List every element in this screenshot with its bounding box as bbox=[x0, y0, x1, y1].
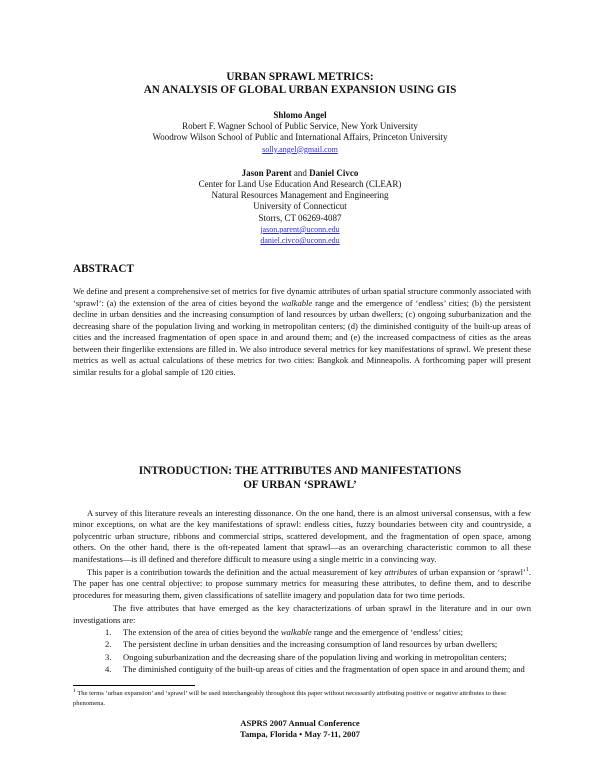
author-1-email-link[interactable]: solly.angel@gmail.com bbox=[262, 144, 338, 154]
list-item-number: 1. bbox=[105, 627, 112, 638]
title-line-1: URBAN SPRAWL METRICS: bbox=[226, 71, 374, 83]
page-footer bbox=[60, 718, 540, 740]
author-2-name: Jason Parent bbox=[241, 167, 292, 178]
author-1-name: Shlomo Angel bbox=[273, 110, 327, 120]
list-item-text: The extension of the area of cities beyond the bbox=[123, 627, 281, 638]
intro-p2-b: of urban expansion or ‘sprawl’ bbox=[417, 567, 526, 578]
footer-location: Tampa, Florida • May 7-11, 2007 bbox=[240, 728, 360, 739]
list-item-text-end: range and the emergence of ‘endless’ cities; bbox=[311, 627, 464, 638]
abstract-heading: ABSTRACT bbox=[73, 263, 134, 275]
footnote-ref[interactable]: 1 bbox=[525, 567, 529, 574]
author-2-affiliation-3: University of Connecticut bbox=[253, 201, 347, 212]
intro-p2-attributes: attributes bbox=[384, 567, 418, 578]
list-item-text: The persistent decline in urban densities and the increasing consumption of land resources by urban dwellers; bbox=[123, 639, 498, 650]
paper-title bbox=[60, 71, 540, 97]
author-1-affiliation-2: Woodrow Wilson School of Public and International Affairs, Princeton University bbox=[152, 132, 448, 143]
author-2-names bbox=[60, 168, 540, 179]
intro-paragraph-3: The five attributes that have emerged as the key characterizations of urban sprawl in the literature and in our own investigations are: bbox=[73, 603, 531, 625]
intro-heading-line-2: OF URBAN ‘SPRAWL’ bbox=[243, 478, 357, 491]
abstract-text-a: We define and present a comprehensive set of metrics for five dynamic attributes of urban spatial structure commonly associated with ‘sprawl’: (a) the extension of the area of cities beyond the bbox=[73, 286, 531, 308]
list-item-number: 3. bbox=[105, 651, 112, 662]
title-line-2: AN ANALYSIS OF GLOBAL URBAN EXPANSION USING GIS bbox=[143, 84, 457, 96]
author-3-name: Daniel Civco bbox=[309, 167, 359, 178]
list-item bbox=[73, 627, 531, 638]
intro-body bbox=[73, 508, 531, 677]
author-conjunction: and bbox=[291, 167, 310, 178]
author-2-affiliation-4: Storrs, CT 06269-4087 bbox=[258, 212, 342, 223]
intro-p2-c: . The paper has one central objective: to propose summary metrics for measuring these attributes, to define them, and to describe procedures for measuring them, given classifications of satellite imagery and population data for two time periods. bbox=[73, 567, 531, 600]
abstract-text bbox=[73, 286, 531, 378]
list-item-text: Ongoing suburbanization and the decreasing share of the population living and working in metropolitan centers; bbox=[123, 651, 507, 662]
list-item-number: 4. bbox=[105, 664, 112, 675]
author-2-email-link[interactable]: jason.parent@uconn.edu bbox=[260, 224, 340, 234]
footnote-mark: 1 bbox=[73, 687, 76, 694]
list-item bbox=[73, 652, 531, 663]
abstract-walkable: walkable bbox=[281, 297, 313, 308]
footnote-text: The terms ‘urban expansion’ and ‘sprawl’ will be used interchangeably throughout this paper without necessarily attributing positive or negative attributes to these phenomena. bbox=[73, 690, 507, 707]
list-item-emphasis: walkable bbox=[280, 627, 312, 638]
author-2-affiliation-2: Natural Resources Management and Engineering bbox=[211, 190, 389, 201]
intro-heading bbox=[60, 465, 540, 492]
intro-paragraph-1: A survey of this literature reveals an interesting dissonance. On the one hand, there is an almost universal consensus, with a few minor exceptions, on what are the key manifestations of sprawl: endless cities, fuzzy boundaries between city and countryside, a polycentric urban structure, ribbons and commercial strips, scattered development, and the fragmentation of open space, among others. On the other hand, there is the oft-repeated lament that sprawl—as an overarching characteristic common to all these manifestations—is ill defined and therefore difficult to measure using a single metric in a convincing way. bbox=[73, 508, 531, 564]
footnote-divider bbox=[73, 685, 195, 686]
author-3-email-link[interactable]: daniel.civco@uconn.edu bbox=[260, 236, 340, 246]
list-item-text: The diminished contiguity of the built-up areas of cities and the fragmentation of open space in and around them; and bbox=[123, 664, 525, 675]
list-item bbox=[73, 664, 531, 675]
abstract-text-b: range and the emergence of ‘endless’ cities; (b) the persistent decline in urban densities and the increasing consumption of land resources by urban dwellers; (c) ongoing suburbanization and the decreasing share of the population living and working in metropolitan centers; (d) the diminished contiguity of the built-up areas of cities and the increased fragmentation of open space in and around them; and (e) the increased compactness of cities as the areas between their fingerlike extensions are filled in. We also introduce several metrics for key manifestations of sprawl. We present these metrics as well as actual calculations of these metrics for two cities: Bangkok and Minneapolis. A forthcoming paper will present similar results for a global sample of 120 cities. bbox=[73, 297, 531, 377]
list-item-number: 2. bbox=[105, 639, 112, 650]
attribute-list bbox=[73, 627, 531, 676]
intro-paragraph-2 bbox=[73, 567, 531, 601]
author-1-affiliation-1: Robert F. Wagner School of Public Service, New York University bbox=[182, 121, 418, 132]
list-item bbox=[73, 639, 531, 650]
footnote bbox=[73, 689, 531, 708]
author-2-affiliation-1: Center for Land Use Education And Research (CLEAR) bbox=[198, 179, 402, 190]
footer-conference: ASPRS 2007 Annual Conference bbox=[240, 718, 360, 728]
intro-p2-a: This paper is a contribution towards the definition and the actual measurement of key bbox=[87, 567, 385, 578]
author-block bbox=[60, 110, 540, 246]
intro-heading-line-1: INTRODUCTION: THE ATTRIBUTES AND MANIFESTATIONS bbox=[138, 465, 462, 477]
